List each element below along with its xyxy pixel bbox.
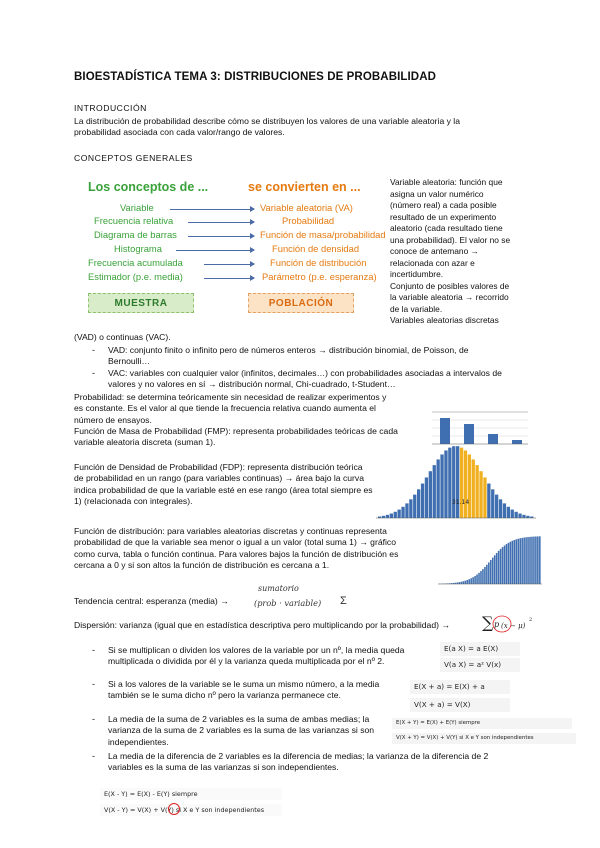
cdf-bar: [488, 562, 490, 584]
property-bullet: Si a los valores de la variable se le suma un mismo número, a la media también se le suma dicho nº pero la varianza permanece cte.: [108, 679, 380, 701]
muestra-box: MUESTRA: [88, 293, 194, 313]
formula-line: E(X + a) = E(X) + a: [410, 680, 510, 694]
cdf-bar: [496, 553, 498, 584]
property-bullet: La media de la suma de 2 variables es la suma de ambas medias; la varianza de la suma de 2 variables es la suma de las varianzas si son independientes.: [108, 714, 375, 747]
cdf-bar: [484, 567, 486, 584]
cdf-bar: [527, 537, 529, 584]
side-note-line: asigna un valor numérico: [390, 188, 484, 199]
side-note-line: conoce de antemano →: [390, 246, 479, 256]
cdf-bar: [512, 541, 514, 584]
cdf-bar: [474, 576, 476, 584]
concepts-figure: [86, 175, 386, 315]
right-item: Parámetro (p.e. esperanza): [262, 271, 377, 282]
density-bar: [503, 503, 506, 518]
right-item: Función de densidad: [272, 243, 360, 254]
left-item: Frecuencia relativa: [94, 215, 174, 226]
arrow-icon: [204, 264, 254, 265]
cdf-bar: [529, 537, 531, 584]
density-bar: [421, 484, 424, 518]
density-bar: [460, 448, 463, 518]
density-bar: [511, 510, 514, 518]
cdf-bar: [504, 545, 506, 584]
cdf-bar: [465, 581, 467, 584]
density-bar: [398, 510, 401, 518]
right-item: Variable aleatoria (VA): [260, 202, 353, 213]
formula-line: V(X + a) = V(X): [410, 698, 510, 712]
dispersion-text: Dispersión: varianza (igual que en estadística descriptiva pero multiplicando por la probabilidad) →: [74, 620, 450, 630]
density-bar: [522, 515, 525, 518]
density-bar: [440, 454, 443, 518]
bullet-dash: -: [92, 714, 95, 724]
cdf-bar: [480, 571, 482, 584]
cdf-chart: [436, 532, 544, 588]
right-header: se convierten en ...: [248, 180, 361, 194]
cdf-bar: [490, 560, 492, 584]
property-bullet: Si se multiplican o dividen los valores de la variable por un nº, la media queda multiplicada o dividida por él y la varianza queda multiplicada por el nº 2.: [108, 645, 405, 667]
cdf-bar: [531, 537, 533, 584]
intro-text: La distribución de probabilidad describe cómo se distribuyen los valores de una variable aleatoria y la probabilidad asociada con cada valor/rango de valores.: [74, 116, 460, 138]
fdist-text: Función de distribución: para variables aleatorias discretas y continuas representa probabilidad de que la variable sea menor o igual a un valor (total suma 1) → gráfico como curva, tabla o función continua. Para valores bajos la función de distribución es cercana a 0 y si son altos la función de distribución es cercana a 1.: [74, 526, 399, 571]
cdf-bar: [516, 539, 518, 584]
left-item: Frecuencia acumulada: [88, 257, 183, 268]
density-bar: [394, 512, 397, 518]
bullet-dash: -: [92, 368, 95, 378]
density-bar: [413, 495, 416, 518]
probabilidad-text: Probabilidad: se determina teóricamente sin necesidad de realizar experimentos y es constante. Es el valor al que tiende la frecuencia relativa cuando aumenta el número de ensayos.: [74, 392, 387, 425]
right-item: Probabilidad: [282, 215, 335, 226]
density-bar: [483, 477, 486, 518]
cdf-bar: [494, 555, 496, 584]
side-note-line: Variable aleatoria: función que: [390, 177, 503, 187]
cdf-bar: [470, 578, 472, 584]
side-note-line: (número real) a cada posible: [390, 200, 497, 210]
side-note-line: aleatorio (cada resultado tiene: [390, 223, 503, 233]
density-bar: [479, 471, 482, 518]
density-bar: [472, 459, 475, 518]
cdf-bar: [498, 551, 500, 584]
density-bar: [526, 516, 529, 518]
cdf-bar: [521, 538, 523, 584]
sigma-icon: Σ: [340, 595, 347, 607]
cdf-bar: [533, 537, 535, 584]
variance-formula: [478, 606, 540, 638]
side-note-line: Variables aleatorias discretas: [390, 315, 499, 325]
density-bar: [433, 465, 436, 518]
cdf-bar: [502, 547, 504, 584]
fdp-bars: [378, 446, 533, 518]
formula-body: (x: [501, 622, 508, 630]
arrow-icon: [204, 278, 254, 279]
concepts-heading: CONCEPTOS GENERALES: [74, 153, 193, 163]
fdp-density-chart: [372, 438, 540, 524]
formula-line: E(X + Y) = E(X) + E(Y) siempre: [392, 718, 572, 729]
formula-line: V(X + Y) = V(X) + V(Y) si X e Y son independientes: [392, 733, 576, 744]
density-bar: [476, 465, 479, 518]
poblacion-box: POBLACIÓN: [248, 293, 354, 313]
cdf-bars: [439, 536, 541, 584]
cdf-bar: [500, 549, 502, 584]
side-note-line: la variable aleatoria → recorrido: [390, 292, 509, 302]
cdf-bar: [510, 542, 512, 584]
side-note-line: Conjunto de posibles valores de: [390, 280, 510, 291]
cdf-bar: [466, 580, 468, 584]
density-bar: [390, 514, 393, 518]
side-note-line: de la variable.: [390, 303, 443, 314]
fdp-area-label: 31.14: [452, 499, 470, 506]
fdp-text: Función de Densidad de Probabilidad (FDP): representa distribución teórica de probabilidad en un rango (para variables continuas) → área bajo la curva indica probabilidad de que la variable esté en ese rango (área total siempre es 1) (relacionada con integrales).: [74, 462, 373, 507]
tendencia-text: Tendencia central: esperanza (media) →: [74, 596, 229, 606]
vac-bullet: VAC: variables con cualquier valor (infinitos, decimales…) con probabilidades asociadas a intervalos de valores y no valores en sí → distribución normal, Chi-cuadrado, t-Student…: [108, 368, 502, 390]
density-bar: [386, 515, 389, 518]
bullet-dash: -: [92, 345, 95, 355]
cdf-bar: [539, 536, 541, 584]
handwritten-note-bottom: (prob · variable): [254, 598, 322, 608]
density-bar: [468, 454, 471, 518]
cdf-bar: [482, 569, 484, 584]
density-bar: [518, 514, 521, 518]
sum-icon: ∑: [482, 613, 494, 632]
formula-line: V(X - Y) = V(X) + V(Y) si X e Y son independientes: [100, 804, 282, 816]
left-item: Estimador (p.e. media): [88, 271, 183, 282]
side-note-line: incertidumbre.: [390, 269, 444, 279]
cdf-bar: [461, 582, 463, 584]
density-bar: [444, 450, 447, 518]
left-item: Histograma: [114, 243, 162, 254]
cdf-bar: [523, 538, 525, 584]
density-bar: [409, 499, 412, 518]
handwritten-note-top: sumatorio: [258, 584, 299, 593]
cdf-bar: [508, 543, 510, 584]
density-bar: [507, 507, 510, 518]
density-bar: [456, 446, 459, 518]
arrow-icon: [188, 236, 254, 237]
cdf-bar: [468, 579, 470, 584]
side-note: [390, 177, 530, 327]
property-bullet: La media de la diferencia de 2 variables es la diferencia de medias; la varianza de la diferencia de 2 variables es la suma de las varianzas si son independientes.: [108, 751, 489, 773]
vad-cont-text: (VAD) o continuas (VAC).: [74, 332, 171, 342]
cdf-bar: [459, 582, 461, 584]
formula-body: − μ): [510, 622, 526, 630]
density-bar: [448, 448, 451, 518]
vad-bullet: VAD: conjunto finito o infinito pero de números enteros → distribución binomial, de Poisson, de Bernoulli…: [108, 345, 469, 367]
formula-line: E(X - Y) = E(X) - E(Y) siempre: [100, 788, 282, 800]
bullet-dash: -: [92, 751, 95, 761]
density-bar: [499, 499, 502, 518]
cdf-bar: [463, 581, 465, 584]
left-item: Variable: [120, 202, 154, 213]
density-bar: [491, 489, 494, 518]
formula-line: E(a X) = a E(X): [440, 642, 520, 656]
density-bar: [425, 477, 428, 518]
side-note-line: resultado de un experimento: [390, 211, 497, 222]
right-item: Función de masa/probabilidad: [260, 229, 386, 240]
bullet-dash: -: [92, 645, 95, 655]
formula-exponent: 2: [529, 617, 533, 623]
density-bar: [405, 503, 408, 518]
density-bar: [382, 516, 385, 518]
density-bar: [401, 507, 404, 518]
annotation-circle-icon: [166, 802, 182, 816]
left-header: Los conceptos de ...: [88, 180, 209, 194]
cdf-bar: [478, 573, 480, 584]
cdf-bar: [472, 577, 474, 584]
density-bar: [464, 450, 467, 518]
right-item: Función de distribución: [270, 257, 367, 268]
cdf-bar: [519, 538, 521, 584]
arrow-icon: [188, 222, 254, 223]
cdf-bar: [486, 565, 488, 584]
side-note-line: relacionada con azar e: [390, 257, 475, 268]
density-bar: [487, 484, 490, 518]
cdf-bar: [492, 558, 494, 584]
formula-body: p: [494, 620, 500, 629]
density-bar: [437, 459, 440, 518]
cdf-bar: [535, 536, 537, 584]
left-item: Diagrama de barras: [94, 229, 177, 240]
cdf-bar: [517, 539, 519, 584]
cdf-bar: [537, 536, 539, 584]
cdf-bar: [525, 537, 527, 584]
cdf-bar: [506, 544, 508, 584]
side-note-line: una probabilidad). El valor no se: [390, 234, 511, 245]
density-bar: [452, 446, 455, 518]
bullet-dash: -: [92, 679, 95, 689]
arrow-icon: [170, 209, 254, 210]
cdf-bar: [514, 540, 516, 584]
page-title: BIOESTADÍSTICA TEMA 3: DISTRIBUCIONES DE PROBABILIDAD: [74, 71, 437, 83]
cdf-bar: [476, 575, 478, 584]
arrow-icon: [176, 250, 254, 251]
density-bar: [495, 495, 498, 518]
fmp-text: Función de Masa de Probabilidad (FMP): representa probabilidades teóricas de cada variable aleatoria discreta (suman 1).: [74, 426, 398, 448]
density-bar: [429, 471, 432, 518]
density-bar: [515, 512, 518, 518]
formula-line: V(a X) = a² V(x): [440, 658, 520, 672]
intro-heading: INTRODUCCIÓN: [74, 103, 147, 113]
density-bar: [417, 489, 420, 518]
